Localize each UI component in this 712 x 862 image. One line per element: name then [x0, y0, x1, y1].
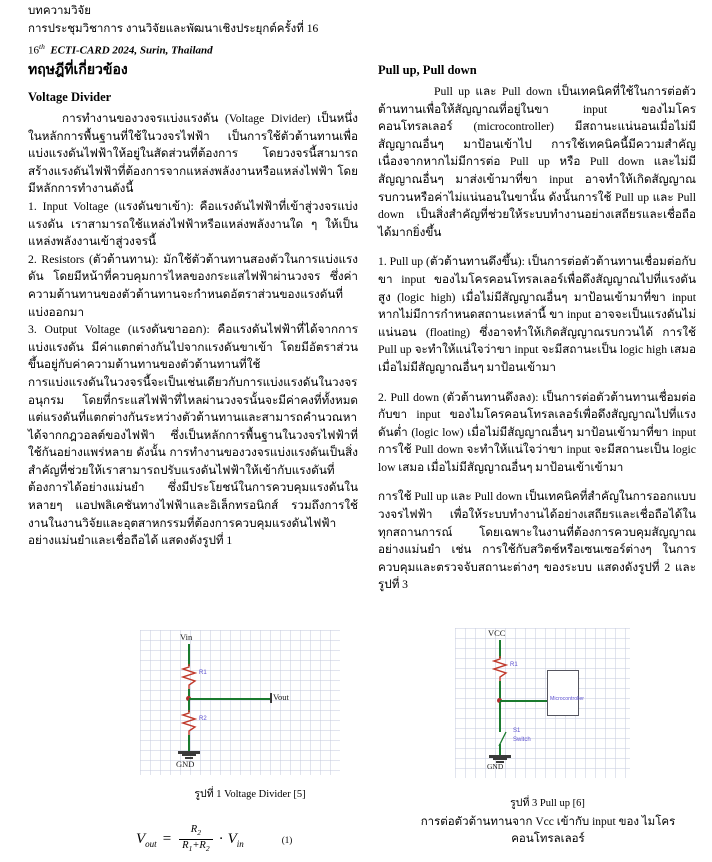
label-microcontroller: Microcontroller [550, 696, 585, 702]
equation-rhs: $V_{in}$ [227, 830, 244, 849]
resistor-r1-symbol [181, 664, 197, 690]
wire-vin-to-r1 [188, 644, 190, 666]
venue-text: ECTI-CARD 2024, Surin, Thailand [50, 44, 213, 57]
label-vin: Vin [180, 632, 193, 642]
equation-voltage-divider [28, 824, 358, 855]
paragraph-pu-intro: Pull up และ Pull down เป็นเทคนิคที่ใช้ในการต่อตัวต้านทานเพื่อให้สัญญาณที่อยู่ในขา input ของไมโครคอนโทรลเลอร์ (microcontroller) มีสถานะแน่นอนเมื่อไม่มีสัญญาณอื่นๆ มาป้อนเข้าไป การใช้เทคนิคนี้มีความสำคัญเนื่องจากหากไม่มีการต่อ Pull up หรือ Pull down และไม่มีสัญญาณอื่นๆ มาส่งเข้ามาที่ขา input อาจทำให้เกิดสัญญาณรบกวนหรือค่าไม่แน่นอนในขานั้น ดังนั้นการใช้ Pull up และ Pull down เป็นสิ่งสำคัญที่ช่วยให้ระบบทำงานอย่างเสถียรและเชื่อถือได้มากยิ่งขึ้น [378, 85, 696, 239]
label-switch: Switch [513, 737, 531, 743]
microcontroller-box [547, 670, 579, 716]
equation-multiply-dot: · [218, 831, 224, 848]
equation-lhs: $V_{out}$ [136, 830, 157, 849]
equation-equals: = [162, 831, 172, 848]
paragraph-vd-summary: การแบ่งแรงดันในวงจรนี้จะเป็นเช่นเดียวกับการแบ่งแรงดันในวงจรอนุกรม โดยที่กระแสไฟฟ้าที่ไหลผ่านวงจรนั้นจะมีค่าคงที่ทั้งหมด แต่แรงดันที่แตกต่างกันระหว่างตัวต้านทานและสามารถคำนวณหาได้จากกฎวอลต์ของไฟฟ้า ซึ่งเป็นหลักการพื้นฐานในวงจรไฟฟ้าที่ใช้กันอย่างแพร่หลาย ดังนั้น การทำงานของวงจรแบ่งแรงดันเป็นสิ่งสำคัญที่ช่วยให้เราสามารถปรับแรงดันไฟฟ้าให้เข้ากับแรงดันที่ต้องการได้อย่างแม่นยำ ซึ่งมีประโยชน์ในการควบคุมแรงดันในหลายๆ แอปพลิเคชันทางไฟฟ้าและอิเล็กทรอนิกส์ รวมถึงการใช้งานในงานวิจัยและอุตสาหกรรมที่ต้องการควบคุมแรงดันไฟฟ้าอย่างแม่นยำและเชื่อถือได้ แสดงดังรูปที่ 1 [28, 375, 358, 548]
label-r1-pullup: R1 [510, 662, 518, 668]
subsection-title-pullup-pulldown: Pull up, Pull down [378, 63, 477, 77]
paragraph-vd-intro: การทำงานของวงจรแบ่งแรงดัน (Voltage Divider) เป็นหนึ่งในหลักการพื้นฐานที่ใช้ในวงจรไฟฟ้า เป็นการใช้ตัวต้านทานเพื่อแบ่งแรงดันไฟฟ้าให้อยู่ในสัดส่วนที่ต้องการ โดยวงจรนี้สามารถสร้างแรงดันไฟฟ้าที่ต้องการจากแหล่งพลังงานหรือแหล่งไฟฟ้า โดยมีหลักการทำงานดังนี้ [28, 112, 358, 196]
wire-r2-to-gnd [188, 735, 190, 752]
article-type: บทความวิจัย [28, 5, 92, 17]
paragraph-vd-item3: 3. Output Voltage (แรงดันขาออก): คือแรงดันไฟฟ้าที่ได้จากการแบ่งแรงดัน มีค่าแตกต่างกันไปจากแรงดันขาเข้า โดยมีอัตราส่วนขึ้นอยู่กับค่าความต้านทานของตัวต้านทานที่ใช้ [28, 323, 358, 372]
edition-ordinal-suffix: th [39, 42, 45, 51]
paragraph-vd-item1: 1. Input Voltage (แรงดันขาเข้า): คือแรงดันไฟฟ้าที่เข้าสู่วงจรแบ่งแรงดัน เราสามารถใช้แหล่งไฟฟ้าหรือแหล่งพลังงานใด ๆ ให้เป็นแหล่งพลังงานเข้าสู่วงจรนี้ [28, 199, 358, 249]
conference-name: การประชุมวิชาการ งานวิจัยและพัฒนาเชิงประยุกต์ครั้งที่ 16 [28, 23, 319, 35]
resistor-pullup-symbol [492, 656, 508, 682]
equation-numerator: $R_2$ [190, 824, 201, 838]
label-vout: Vout [273, 692, 289, 702]
section-title-theory: ทฤษฎีที่เกี่ยวข้อง [28, 63, 128, 78]
wire-node-to-mcu [500, 700, 548, 702]
left-column [28, 62, 358, 550]
paragraph-pu-item2: 2. Pull down (ตัวต้านทานดึงลง): เป็นการต่อตัวต้านทานเชื่อมต่อกับขา input ของไมโครคอนโทรลเลอร์เพื่อดึงสัญญาณไปที่แรงดันต่ำ (logic low) เมื่อไม่มีสัญญาณอื่นๆ มาป้อนเข้ามาที่ขา input การใช้ Pull down จะทำให้แน่ใจว่าขา input จะมีสถานะเป็น logic low เสมอ เมื่อไม่มีสัญญาณอื่นๆ มาป้อนเข้าเข้ามา [378, 390, 696, 474]
wire-node-to-switch [499, 702, 501, 732]
label-r2: R2 [199, 716, 207, 722]
paragraph-pu-item1: 1. Pull up (ตัวต้านทานดึงขึ้น): เป็นการต่อตัวต้านทานเชื่อมต่อกับขา input ของไมโครคอนโทรลเลอร์เพื่อดึงสัญญาณไปที่แรงดันสูง (logic high) เมื่อไม่มีสัญญาณอื่นๆ มาป้อนเข้ามาที่ขา input หากไม่มีการกำหนดสถานะเหล่านี้ ขา input อาจจะเป็นแรงดันไม่แน่นอน (floating) ซึ่งอาจทำให้เกิดสัญญาณรบกวนได้ การใช้ Pull up จะทำให้แน่ใจว่าขา input จะมีสถานะเป็น logic high เสมอ เมื่อไม่มีสัญญาณอื่นๆ มาป้อนเข้ามา [378, 255, 696, 374]
figure-pull-up [420, 628, 676, 848]
equation-fraction [179, 824, 212, 855]
resistor-r2-symbol [181, 710, 197, 736]
label-vcc: VCC [488, 628, 506, 638]
figure1-caption: รูปที่ 1 Voltage Divider [5] [194, 789, 306, 800]
vout-terminal [270, 693, 272, 703]
subsection-title-voltage-divider: Voltage Divider [28, 90, 112, 104]
schematic-pull-up [455, 628, 630, 778]
edition-number: 16 [28, 44, 39, 57]
label-gnd-pullup: GND [487, 762, 504, 771]
wire-node-to-vout [189, 698, 271, 700]
paragraph-pu-summary: การใช้ Pull up และ Pull down เป็นเทคนิคที่สำคัญในการออกแบบวงจรไฟฟ้า เพื่อให้ระบบทำงานได้อย่างเสถียรและเชื่อถือได้ในทุกสถานการณ์ โดยเฉพาะในงานที่ต้องการควบคุมสัญญาณอย่างแม่นยำ เช่น การใช้กับสวิตช์หรือเซนเซอร์ต่างๆ ในการควบคุมและตรวจจับสถานะต่างๆ ของระบบ แสดงดังรูปที่ 2 และรูปที่ 3 [378, 490, 696, 592]
venue-line [28, 38, 448, 60]
figure2-caption-sub: การต่อตัวต้านทานจาก Vcc เข้ากับ input ของ ไมโครคอนโทรลเลอร์ [420, 816, 676, 845]
label-s1: S1 [513, 728, 521, 734]
right-column [378, 62, 696, 594]
label-gnd: GND [176, 759, 195, 769]
switch-symbol [493, 730, 509, 748]
schematic-voltage-divider [140, 630, 340, 775]
equation-number: (1) [281, 834, 293, 845]
paragraph-vd-item2: 2. Resistors (ตัวต้านทาน): มักใช้ตัวต้านทานสองตัวในการแบ่งแรงดัน โดยมีหน้าที่ควบคุมการไหลของกระแสไฟฟ้าผ่านวงจร ซึ่งค่าความต้านทานของตัวต้านทานจะกำหนดอัตราส่วนของแรงดันที่แบ่งออกมา [28, 252, 358, 319]
figure2-caption: รูปที่ 3 Pull up [6] [510, 798, 585, 809]
label-r1: R1 [199, 670, 207, 676]
equation-body [136, 824, 292, 855]
equation-denominator: $R_1+R_2$ [179, 839, 212, 855]
figure-voltage-divider [140, 630, 360, 803]
page-header [28, 2, 448, 60]
